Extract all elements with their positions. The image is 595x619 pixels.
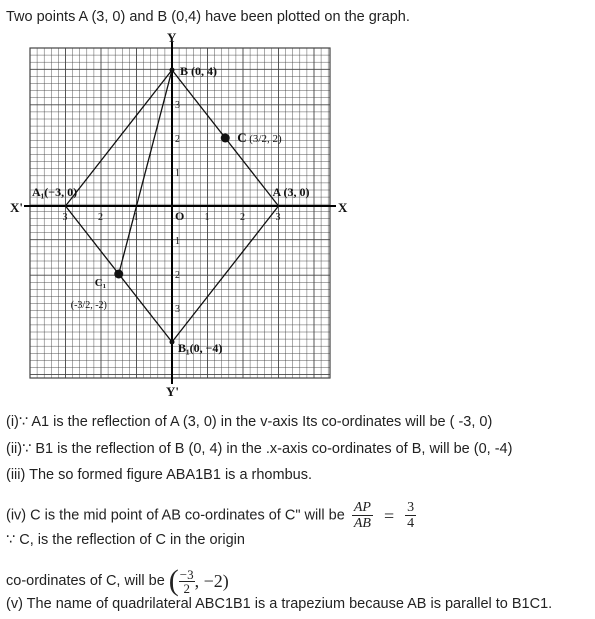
c1-y-tail: , −2) [194, 571, 229, 591]
origin-label: O [175, 209, 185, 223]
label-a: A (3, 0) [272, 185, 310, 199]
axis-label-x-right: X [338, 200, 348, 215]
c1-x-fraction [179, 568, 195, 595]
label-a1: A₁(−3, 0) [32, 185, 78, 199]
c1-x-num: −3 [179, 566, 194, 582]
label-c: C [237, 130, 247, 145]
point-b1 [170, 340, 175, 345]
ratio-3-4-num: 3 [407, 500, 415, 515]
intro-text: Two points A (3, 0) and B (0,4) have been plotted on the graph. [6, 9, 410, 25]
statement-c1-coords [6, 566, 229, 596]
statement-iv [6, 500, 419, 531]
axis-label-x-left: X' [10, 200, 23, 215]
equals-sign: = [383, 505, 395, 526]
label-c1: C₁ [94, 277, 106, 289]
label-c1-coords: (-3/2, -2) [70, 300, 107, 311]
ratio-3-4-den: 4 [407, 516, 415, 531]
label-c-coords: (3/2, 2) [249, 133, 282, 145]
statement-iii: (iii) The so formed figure ABA1B1 is a rhombus. [6, 467, 312, 483]
x-tick-label: 2 [240, 212, 245, 223]
ratio-3-4 [405, 500, 416, 531]
statement-ii: (ii)∵ B1 is the reflection of B (0, 4) in the .x-axis co-ordinates of B, will be (0, -4) [6, 441, 513, 457]
x-tick-label: 1 [204, 212, 210, 223]
label-b: B (0, 4) [180, 64, 217, 78]
statement-i: (i)∵ A1 is the reflection of A (3, 0) in the v-axis Its co-ordinates will be ( -3, 0) [6, 414, 493, 430]
y-tick-label: 2 [175, 134, 180, 145]
statement-iv-text: (iv) C is the mid point of AB co-ordinates of C" will be [6, 507, 345, 524]
point-c [221, 134, 230, 143]
y-tick-label: 3 [175, 304, 180, 315]
ratio-ap-ab [352, 500, 373, 531]
y-tick-label: 1 [175, 236, 180, 247]
statement-c1-text: co-ordinates of C, will be [6, 572, 165, 589]
y-tick-label: 2 [175, 270, 180, 281]
ratio-ap-ab-num: AP [353, 500, 371, 515]
point-c1 [114, 270, 123, 279]
x-tick-label: 2 [98, 212, 103, 223]
statement-reflection: ∵ C, is the reflection of C in the origin [6, 532, 245, 548]
statement-v: (v) The name of quadrilateral ABC1B1 is a trapezium because AB is parallel to B1C1. [6, 596, 553, 612]
segment-bc1 [119, 70, 172, 274]
ratio-ap-ab-den: AB [353, 516, 371, 531]
x-tick-label: 1 [133, 212, 139, 223]
y-tick-label: 1 [175, 168, 180, 179]
axis-label-y-top: Y [167, 30, 177, 45]
c1-x-den: 2 [183, 580, 190, 596]
axis-label-y-bottom: Y' [166, 384, 179, 399]
label-b1: B₁(0, −4) [178, 341, 223, 355]
point-b [170, 68, 175, 73]
y-tick-label: 3 [175, 100, 180, 111]
x-tick-label: 3 [62, 212, 68, 223]
x-tick-label: 3 [275, 212, 281, 223]
open-paren: ( [168, 564, 179, 597]
coordinate-graph [8, 30, 348, 400]
segment-ab1 [172, 206, 279, 342]
